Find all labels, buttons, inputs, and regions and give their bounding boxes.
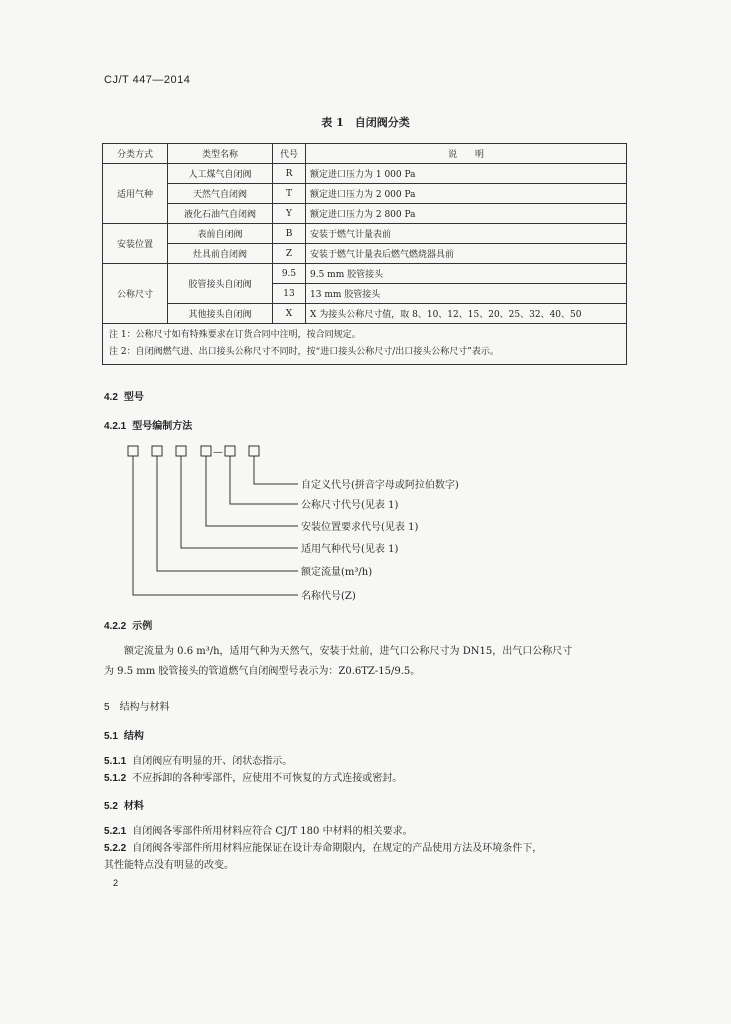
section-4-2-1-heading	[104, 417, 192, 432]
standard-number: CJ/T 447—2014	[104, 74, 191, 86]
cell-desc: 额定进口压力为 2 800 Pa	[306, 204, 627, 224]
table-caption: 表 1 自闭阀分类	[321, 116, 410, 129]
classification-table	[102, 143, 627, 365]
cell-name: 表前自闭阀	[168, 224, 273, 244]
cell-code: Z	[273, 244, 306, 264]
code-dash: —	[213, 447, 223, 458]
table-row	[103, 304, 627, 324]
col-header-code: 代号	[273, 144, 306, 164]
table-row	[103, 204, 627, 224]
cell-code: R	[273, 164, 306, 184]
label-gas-type-code: 适用气种代号(见表 1)	[301, 544, 399, 555]
section-number: 5.2	[104, 801, 118, 812]
cell-code: T	[273, 184, 306, 204]
label-nominal-size-code: 公称尺寸代号(见表 1)	[301, 500, 399, 511]
table-row	[103, 264, 627, 284]
example-paragraph	[104, 642, 644, 682]
clause-text-line-1: 自闭阀各零部件所用材料应能保证在设计寿命期限内，在规定的产品使用方法及环境条件下，	[132, 843, 543, 854]
table-row	[103, 244, 627, 264]
table-header-row	[103, 144, 627, 164]
page-number: 2	[113, 878, 119, 888]
label-name-code: 名称代号(Z)	[301, 591, 356, 602]
clause-number: 5.2.1	[104, 826, 127, 837]
table-row	[103, 224, 627, 244]
clause-text: 自闭阀各零部件所用材料应符合 CJ/T 180 中材料的相关要求。	[132, 826, 413, 837]
group-install-position: 安装位置	[103, 224, 168, 264]
cell-code: 9.5	[273, 264, 306, 284]
cell-code: B	[273, 224, 306, 244]
table-row	[103, 164, 627, 184]
col-header-desc: 说 明	[306, 144, 627, 164]
group-gas-type: 适用气种	[103, 164, 168, 224]
label-rated-flow: 额定流量(m³/h)	[301, 567, 373, 578]
section-number: 4.2.2	[104, 621, 127, 632]
label-custom-code: 自定义代号(拼音字母或阿拉伯数字)	[301, 480, 459, 491]
cell-name: 其他接头自闭阀	[168, 304, 273, 324]
code-box	[249, 446, 259, 456]
section-5-2-heading	[104, 797, 144, 812]
clause-number: 5.1.2	[104, 773, 127, 784]
section-title: 型号	[123, 392, 144, 403]
cell-desc: 额定进口压力为 1 000 Pa	[306, 164, 627, 184]
label-install-position-code: 安装位置要求代号(见表 1)	[301, 522, 419, 533]
section-title: 结构	[123, 731, 144, 742]
section-number: 5.1	[104, 731, 118, 742]
section-4-2-2-heading	[104, 617, 152, 632]
leader-line	[181, 456, 298, 548]
cell-desc: 13 mm 胶管接头	[306, 284, 627, 304]
clause-5-2-2	[104, 840, 542, 874]
group-nominal-size: 公称尺寸	[103, 264, 168, 324]
section-5-1-heading	[104, 727, 144, 742]
leader-line	[157, 456, 298, 571]
section-title: 材料	[123, 801, 144, 812]
example-line-1: 额定流量为 0.6 m³/h，适用气种为天然气，安装于灶前，进气口公称尺寸为 DN15，出气口公称尺寸	[124, 646, 573, 657]
cell-name: 液化石油气自闭阀	[168, 204, 273, 224]
section-title: 结构与材料	[119, 702, 170, 713]
cell-desc: 额定进口压力为 2 000 Pa	[306, 184, 627, 204]
code-box	[176, 446, 186, 456]
section-4-2-heading	[104, 388, 144, 403]
section-number: 5	[104, 702, 110, 713]
cell-name: 天然气自闭阀	[168, 184, 273, 204]
cell-name: 人工煤气自闭阀	[168, 164, 273, 184]
section-title: 示例	[132, 621, 153, 632]
leader-line	[254, 456, 298, 484]
cell-code: Y	[273, 204, 306, 224]
col-header-method: 分类方式	[103, 144, 168, 164]
cell-code: X	[273, 304, 306, 324]
table-row	[103, 184, 627, 204]
cell-name: 灶具前自闭阀	[168, 244, 273, 264]
cell-desc: 安装于燃气计量表后燃气燃烧器具前	[306, 244, 627, 264]
leader-line	[206, 456, 298, 526]
cell-desc: 9.5 mm 胶管接头	[306, 264, 627, 284]
section-5-heading	[104, 698, 170, 713]
table-note-2: 注 2：自闭阀燃气进、出口接头公称尺寸不同时，按“进口接头公称尺寸/出口接头公称尺寸”表示。	[109, 347, 499, 357]
clause-text-line-2: 其性能特点没有明显的改变。	[104, 860, 234, 871]
cell-code: 13	[273, 284, 306, 304]
clause-number: 5.1.1	[104, 756, 127, 767]
cell-desc: X 为接头公称尺寸值，取 8、10、12、15、20、25、32、40、50	[306, 304, 627, 324]
code-box	[225, 446, 235, 456]
section-number: 4.2	[104, 392, 118, 403]
cell-desc: 安装于燃气计量表前	[306, 224, 627, 244]
model-code-diagram	[120, 440, 540, 610]
clause-text: 自闭阀应有明显的开、闭状态指示。	[132, 756, 293, 767]
code-box	[152, 446, 162, 456]
table-note-1: 注 1：公称尺寸如有特殊要求在订货合同中注明，按合同规定。	[109, 330, 361, 340]
table-notes	[103, 324, 627, 365]
table-notes-row	[103, 324, 627, 365]
clause-5-2-1	[104, 822, 413, 842]
example-line-2: 为 9.5 mm 胶管接头的管道燃气自闭阀型号表示为：Z0.6TZ-15/9.5。	[104, 666, 421, 677]
code-box	[128, 446, 138, 456]
leader-line	[230, 456, 298, 504]
section-number: 4.2.1	[104, 421, 127, 432]
cell-name: 胶管接头自闭阀	[168, 264, 273, 304]
code-box	[201, 446, 211, 456]
clause-5-1-2	[104, 769, 402, 789]
clause-text: 不应拆卸的各种零部件，应使用不可恢复的方式连接或密封。	[132, 773, 403, 784]
section-title: 型号编制方法	[132, 421, 193, 432]
clause-number: 5.2.2	[104, 843, 127, 854]
col-header-type: 类型名称	[168, 144, 273, 164]
